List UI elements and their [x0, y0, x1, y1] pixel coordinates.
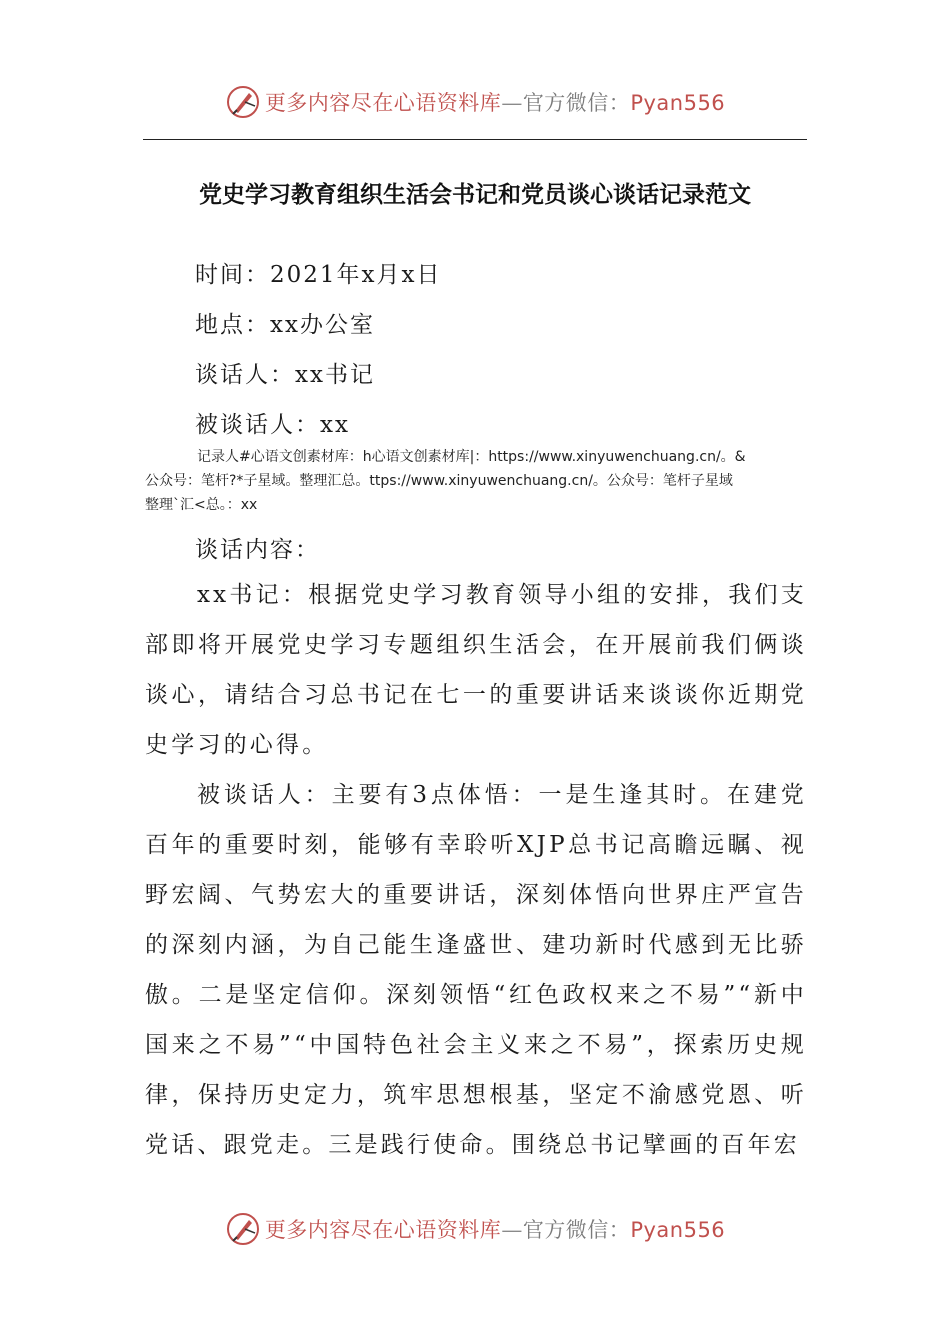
content-label: 谈话内容：: [195, 537, 320, 563]
header-brand-wechat: Pyan556: [630, 91, 726, 115]
paragraph-1: xx书记：根据党史学习教育领导小组的安排，我们支部即将开展党史学习专题组织生活会，在开展前我们俩谈谈心，请结合习总书记在七一的重要讲话来谈谈你近期党史学习的心得。: [145, 582, 807, 758]
recorder-noise-text: [145, 445, 810, 517]
header-brand-main: 更多内容尽在心语资料库: [264, 91, 502, 115]
noise-line-3: 整理`汇<总。：xx: [145, 497, 258, 513]
document-body: [145, 570, 807, 1170]
document-title: 党史学习教育组织生活会书记和党员谈心谈话记录范文: [199, 181, 751, 208]
quill-logo-icon: [225, 84, 261, 120]
paragraph-2: 被谈话人：主要有3点体悟：一是生逢其时。在建党百年的重要时刻，能够有幸聆听XJP总书记高瞻远瞩、视野宏阔、气势宏大的重要讲话，深刻体悟向世界庄严宣告的深刻内涵，为自己能生逢盛世、建功新时代感到无比骄傲。二是坚定信仰。深刻领悟“红色政权来之不易”“新中国来之不易”“中国特色社会主义来之不易”，探索历史规律，保持历史定力，筑牢思想根基，坚定不渝感党恩、听党话、跟党走。三是践行使命。围绕总书记擘画的百年宏: [145, 782, 807, 1158]
header-divider: [143, 139, 807, 140]
footer-brand-text: [265, 1214, 725, 1244]
quill-logo-icon: [225, 1211, 261, 1247]
meta-place: 地点：xx办公室: [195, 312, 375, 338]
footer-banner: [0, 1207, 950, 1251]
footer-brand-wechat: Pyan556: [630, 1218, 726, 1242]
header-brand-text: [265, 87, 725, 117]
meta-time: 时间：2021年x月x日: [195, 262, 442, 288]
noise-line-2: 公众号：笔杆?*子星域。整理汇总。ttps://www.xinyuwenchuang.cn/。公众号：笔杆子星域: [145, 473, 733, 489]
footer-brand-official: 官方微信：: [522, 1218, 631, 1242]
meta-speaker: 谈话人：xx书记: [195, 362, 375, 388]
footer-brand-dash: —: [501, 1218, 523, 1242]
footer-brand-main: 更多内容尽在心语资料库: [264, 1218, 502, 1242]
header-banner: [0, 80, 950, 124]
meta-listener: 被谈话人：xx: [195, 412, 350, 438]
header-brand-official: 官方微信：: [522, 91, 631, 115]
noise-line-1: 记录人#心语文创素材库：h心语文创素材库|：https://www.xinyuwenchuang.cn/。&: [197, 449, 746, 465]
header-brand-dash: —: [501, 91, 523, 115]
